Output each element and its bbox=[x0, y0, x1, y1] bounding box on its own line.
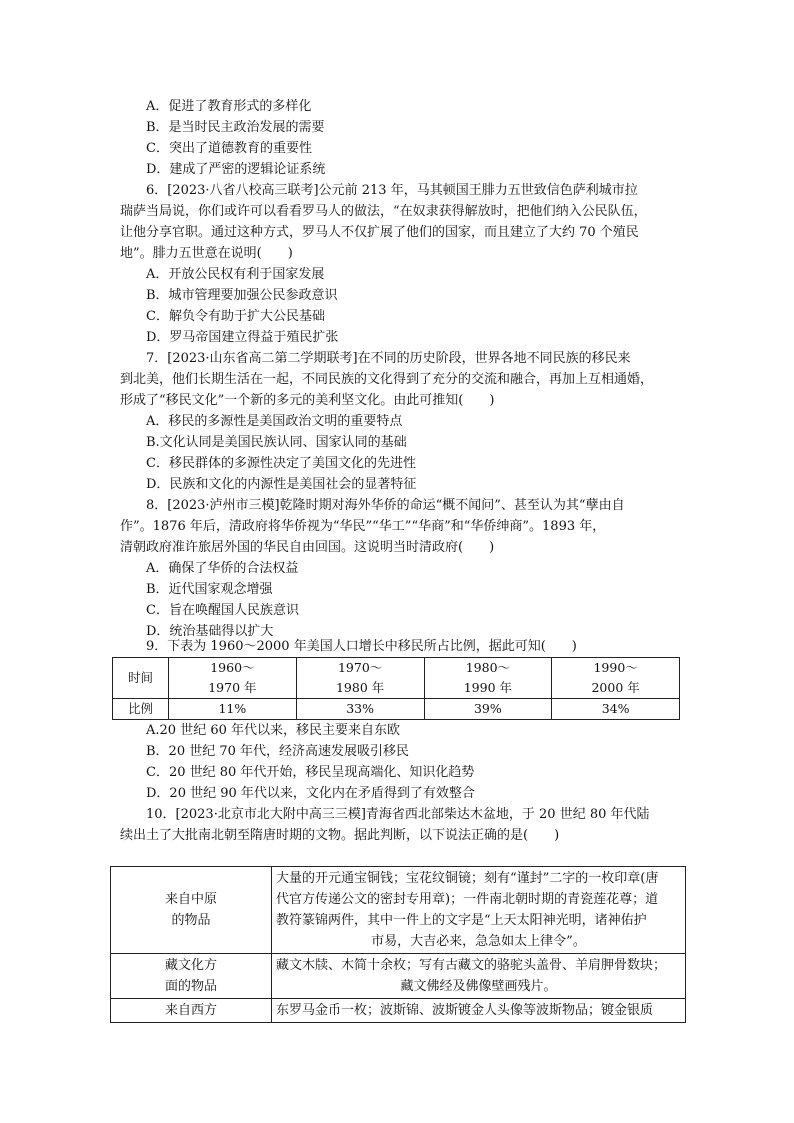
period-start: 1990～ bbox=[593, 660, 638, 675]
period-start: 1970～ bbox=[337, 660, 383, 675]
q7-option-d[interactable]: D．民族和文化的内源性是美国社会的显著特征 bbox=[146, 477, 417, 492]
period-cell bbox=[296, 658, 424, 699]
q10-artifact-table bbox=[110, 866, 686, 1023]
category-label-line: 来自中原 bbox=[164, 892, 217, 907]
q9-option-b[interactable]: B．20 世纪 70 年代，经济高速发展吸引移民 bbox=[146, 744, 410, 759]
q7-option-b[interactable]: B.文化认同是美国民族认同、国家认同的基础 bbox=[146, 435, 407, 450]
category-label bbox=[111, 867, 272, 954]
q10-stem-line-2: 续出土了大批南北朝至隋唐时期的文物。据此判断，以下说法正确的是( ) bbox=[120, 828, 560, 843]
table-row bbox=[111, 999, 686, 1023]
q8-option-d[interactable]: D．统治基础得以扩大 bbox=[146, 624, 274, 639]
q6-stem-line-3: 让他分享官职。通过这种方式，罗马人不仅扩展了他们的国家，而且建立了大约 70 个殖民 bbox=[120, 225, 639, 240]
category-label bbox=[111, 954, 272, 999]
q8-option-b[interactable]: B．近代国家观念增强 bbox=[146, 582, 273, 597]
period-start: 1960～ bbox=[210, 660, 255, 675]
q7-option-c[interactable]: C．移民群体的多源性决定了美国文化的先进性 bbox=[146, 456, 416, 471]
q8-option-c[interactable]: C．旨在唤醒国人民族意识 bbox=[146, 603, 299, 618]
ratio-cell: 39% bbox=[424, 699, 552, 720]
row-label-time: 时间 bbox=[113, 658, 169, 699]
q7-stem-line-3: 形成了“移民文化”一个新的多元的美利坚文化。由此可推知( ) bbox=[120, 393, 495, 408]
q6-option-a[interactable]: A．开放公民权有利于国家发展 bbox=[146, 267, 325, 282]
q8-stem-line-1: 8．[2023·泸州市三模]乾隆时期对海外华侨的命运“概不闻问”、甚至认为其“孽由自 bbox=[146, 498, 625, 513]
q7-stem-line-2: 到北美，他们长期生活在一起，不同民族的文化得到了充分的交流和融合，再加上互相通婚， bbox=[120, 372, 654, 387]
ratio-cell: 34% bbox=[552, 699, 680, 720]
table-row bbox=[113, 658, 680, 699]
period-end: 2000 年 bbox=[591, 680, 640, 695]
content-line: 教符篆锦两件，其中一件上的文字是“上天太阳神光明，诸神佑护 bbox=[276, 913, 647, 928]
q9-data-table bbox=[112, 657, 680, 720]
q6-stem-line-2: 瑞萨当局说，你们或许可以看看罗马人的做法，“在奴隶获得解放时，把他们纳入公民队伍， bbox=[120, 204, 647, 219]
category-label-line: 来自西方 bbox=[164, 1003, 217, 1018]
period-end: 1990 年 bbox=[463, 680, 513, 695]
ratio-cell: 11% bbox=[169, 699, 297, 720]
content-line: 东罗马金币一枚；波斯锦、波斯镀金人头像等波斯物品；镀金银质 bbox=[276, 1003, 654, 1018]
content-line: 市易，大吉必来，急急如太上律令”。 bbox=[371, 934, 586, 949]
q5-option-c[interactable]: C．突出了道德教育的重要性 bbox=[146, 141, 312, 156]
q7-option-a[interactable]: A．移民的多源性是美国政治文明的重要特点 bbox=[146, 414, 403, 429]
q9-option-a[interactable]: A.20 世纪 60 年代以来，移民主要来自东欧 bbox=[146, 723, 401, 738]
category-content bbox=[272, 999, 686, 1023]
q6-stem-line-1: 6．[2023·八省八校高三联考]公元前 213 年，马其顿国王腓力五世致信色萨利城市拉 bbox=[146, 183, 638, 198]
content-line: 代官方传递公文的密封专用章)；一件南北朝时期的青瓷莲花尊；道 bbox=[276, 892, 659, 907]
category-content bbox=[272, 954, 686, 999]
q6-option-d[interactable]: D．罗马帝国建立得益于殖民扩张 bbox=[146, 330, 339, 345]
q6-option-c[interactable]: C．解负令有助于扩大公民基础 bbox=[146, 309, 325, 324]
ratio-cell: 33% bbox=[296, 699, 424, 720]
period-start: 1980～ bbox=[465, 660, 511, 675]
table-row bbox=[113, 699, 680, 720]
content-line: 大量的开元通宝铜钱；宝花纹铜镜；刻有“谨封”二字的一枚印章(唐 bbox=[276, 871, 659, 886]
table-row bbox=[111, 954, 686, 999]
q9-option-d[interactable]: D．20 世纪 90 年代以来，文化内在矛盾得到了有效整合 bbox=[146, 786, 475, 801]
q5-option-a[interactable]: A．促进了教育形式的多样化 bbox=[146, 99, 312, 114]
period-end: 1980 年 bbox=[335, 680, 385, 695]
category-content bbox=[272, 867, 686, 954]
q7-stem-line-1: 7．[2023·山东省高二第二学期联考]在不同的历史阶段，世界各地不同民族的移民来 bbox=[146, 351, 631, 366]
q6-stem-line-4: 地”。腓力五世意在说明( ) bbox=[120, 246, 293, 261]
row-label-ratio: 比例 bbox=[113, 699, 169, 720]
category-label-line: 面的物品 bbox=[164, 979, 217, 994]
q9-stem: 9．下表为 1960～2000 年美国人口增长中移民所占比例，据此可知( ) bbox=[146, 639, 577, 654]
category-label-line: 的物品 bbox=[171, 913, 211, 928]
q8-stem-line-2: 作”。1876 年后，清政府将华侨视为“华民”“华工”“华商”和“华侨绅商”。1893 年， bbox=[120, 519, 606, 534]
q9-option-c[interactable]: C．20 世纪 80 年代开始，移民呈现高端化、知识化趋势 bbox=[146, 765, 475, 780]
category-label bbox=[111, 999, 272, 1023]
q6-option-b[interactable]: B．城市管理要加强公民参政意识 bbox=[146, 288, 338, 303]
q8-option-a[interactable]: A．确保了华侨的合法权益 bbox=[146, 561, 299, 576]
category-label-line: 藏文化方 bbox=[164, 958, 217, 973]
content-line: 藏文木牍、木简十余枚；写有古藏文的骆驼头盖骨、羊肩胛骨数块； bbox=[276, 958, 667, 973]
period-cell bbox=[424, 658, 552, 699]
period-cell bbox=[552, 658, 680, 699]
period-cell bbox=[169, 658, 297, 699]
content-line: 藏文佛经及佛像壁画残片。 bbox=[400, 979, 557, 994]
q5-option-b[interactable]: B．是当时民主政治发展的需要 bbox=[146, 120, 325, 135]
period-end: 1970 年 bbox=[208, 680, 257, 695]
q10-stem-line-1: 10．[2023·北京市北大附中高三三模]青海省西北部柴达木盆地，于 20 世纪 80 年代陆 bbox=[146, 807, 650, 822]
q8-stem-line-3: 清朝政府准许旅居外国的华民自由回国。这说明当时清政府( ) bbox=[120, 540, 495, 555]
q5-option-d[interactable]: D．建成了严密的逻辑论证系统 bbox=[146, 162, 326, 177]
table-row bbox=[111, 867, 686, 954]
